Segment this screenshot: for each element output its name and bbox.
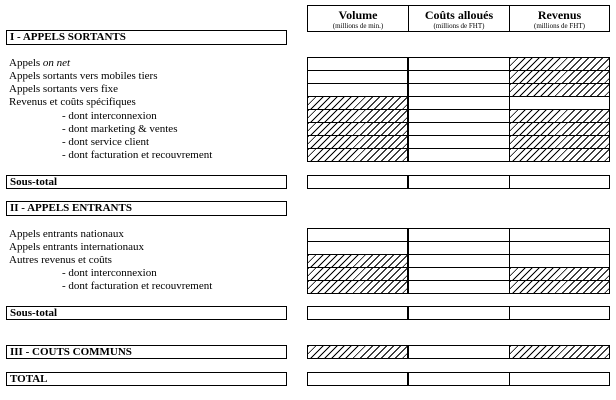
cell-s1-r3-revenus-hatched [509,83,610,97]
cell-s1-r4-revenus [509,96,610,110]
cell-total-revenus [509,372,610,386]
cell-s1-r2-volume [307,70,408,84]
cell-subtotal2-volume [307,306,408,320]
cell-s2-r5-revenus-hatched [509,280,610,294]
cell-s2-r2-volume [307,241,408,255]
cell-s2-r1-revenus [509,228,610,242]
cell-s1-r1-couts [408,57,510,71]
cell-s1-r6-volume-hatched [307,122,408,136]
row-label-appels-on-net [9,57,70,70]
cell-s1-r1-volume [307,57,408,71]
column-title-couts: Coûts alloués [424,8,494,22]
row-label-appels-prefix: Appels [9,57,43,69]
cell-s1-r5-revenus-hatched [509,109,610,123]
row-label-autres-revenus-couts: Autres revenus et coûts [9,254,112,266]
cell-s1-r4-volume-hatched [307,96,408,110]
row-label-facturation: - dont facturation et recouvrement [62,149,213,161]
cell-s3-revenus-hatched [509,345,610,359]
cell-s1-r1-revenus-hatched [509,57,610,71]
row-label-revenus-couts-specifiques: Revenus et coûts spécifiques [9,96,136,108]
cell-s2-r3-volume-hatched [307,254,408,268]
cell-s1-r6-revenus-hatched [509,122,610,136]
column-unit-volume: (millions de min.) [332,22,384,30]
cell-s2-r1-couts [408,228,510,242]
cell-s2-r4-couts [408,267,510,281]
cell-s1-r8-volume-hatched [307,148,408,162]
total-label: TOTAL [6,372,287,386]
cell-s2-r2-couts [408,241,510,255]
cell-s1-r8-couts [408,148,510,162]
cell-total-volume [307,372,408,386]
cell-s2-r4-volume-hatched [307,267,408,281]
cell-total-couts [408,372,510,386]
cell-s2-r5-couts [408,280,510,294]
cell-s1-r3-volume [307,83,408,97]
row-label-on-net: on net [42,57,71,69]
row-label-entrants-nationaux: Appels entrants nationaux [9,228,124,240]
row-label-service-client: - dont service client [62,136,150,148]
cell-s2-r4-revenus-hatched [509,267,610,281]
row-label-interconnexion: - dont interconnexion [62,110,157,122]
column-header-revenus [509,5,610,32]
cell-s2-r3-couts [408,254,510,268]
column-unit-revenus: (millions de FHT) [534,22,585,30]
cell-s1-r5-couts [408,109,510,123]
section1-title: I - APPELS SORTANTS [6,30,287,45]
cell-s1-r7-volume-hatched [307,135,408,149]
cell-s1-r5-volume-hatched [307,109,408,123]
cell-subtotal2-revenus [509,306,610,320]
cell-subtotal2-couts [408,306,510,320]
column-title-volume: Volume [338,8,378,22]
cell-s1-r2-revenus-hatched [509,70,610,84]
cell-s1-r8-revenus-hatched [509,148,610,162]
column-unit-couts: (millions de FHT) [433,22,485,30]
cell-s2-r2-revenus [509,241,610,255]
subtotal1-label: Sous-total [6,175,287,189]
row-label-s2-facturation: - dont facturation et recouvrement [62,280,213,292]
cell-s3-couts [408,345,510,359]
section3-title: III - COUTS COMMUNS [6,345,287,359]
column-title-revenus: Revenus [537,8,582,22]
cell-s1-r7-revenus-hatched [509,135,610,149]
cell-s2-r5-volume-hatched [307,280,408,294]
cell-s3-volume-hatched [307,345,408,359]
cell-s2-r1-volume [307,228,408,242]
cell-subtotal1-revenus [509,175,610,189]
cell-s1-r2-couts [408,70,510,84]
row-label-s2-interconnexion: - dont interconnexion [62,267,157,279]
subtotal2-label: Sous-total [6,306,287,320]
cell-s1-r6-couts [408,122,510,136]
cell-s1-r4-couts [408,96,510,110]
cell-subtotal1-volume [307,175,408,189]
row-label-vers-fixe: Appels sortants vers fixe [9,83,119,95]
column-header-volume [307,5,409,32]
row-label-entrants-internationaux: Appels entrants internationaux [9,241,145,253]
row-label-mobiles-tiers: Appels sortants vers mobiles tiers [9,70,158,82]
column-header-couts [408,5,510,32]
cell-subtotal1-couts [408,175,510,189]
cell-s1-r3-couts [408,83,510,97]
cell-s1-r7-couts [408,135,510,149]
cell-s2-r3-revenus [509,254,610,268]
row-label-marketing-ventes: - dont marketing & ventes [62,123,178,135]
section2-title: II - APPELS ENTRANTS [6,201,287,216]
